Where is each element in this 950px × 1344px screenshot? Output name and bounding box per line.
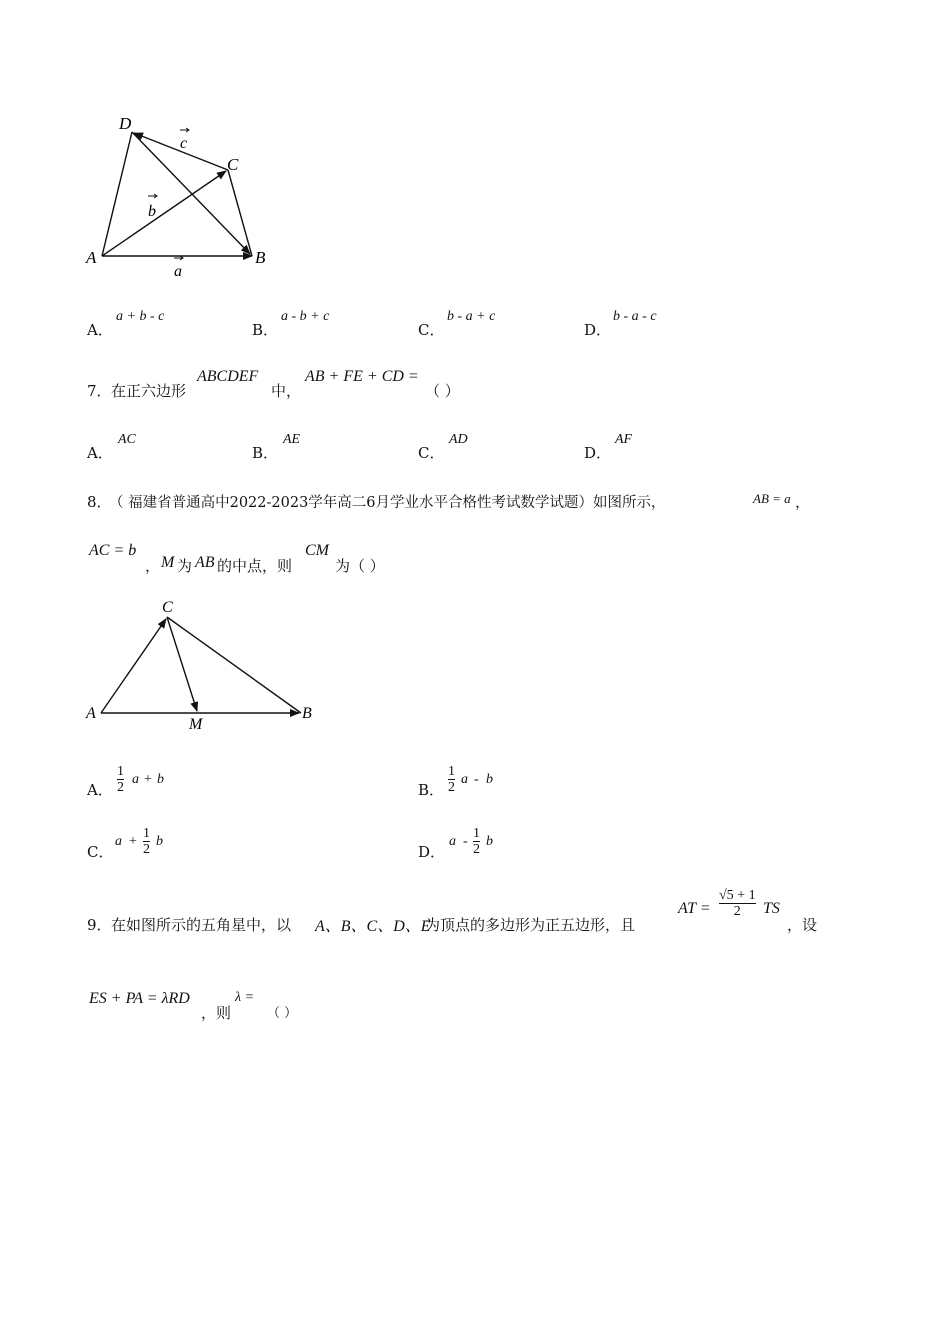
- fraction-numerator: √5 + 1: [719, 888, 756, 903]
- operator: +: [144, 772, 152, 787]
- operator: -: [463, 834, 468, 849]
- fraction: [448, 764, 455, 795]
- q7-option-c[interactable]: [418, 432, 468, 462]
- vector-term: a: [132, 772, 139, 787]
- label-D: D: [119, 114, 132, 133]
- fraction-denominator: 2: [473, 842, 480, 857]
- option-letter: D．: [584, 444, 612, 462]
- ab-equals-a: AB = a: [753, 491, 791, 506]
- question-text: 为（ ）: [335, 557, 385, 575]
- vector-b-AC: [102, 171, 226, 256]
- option-letter: C．: [87, 843, 114, 861]
- label-C: C: [227, 155, 239, 174]
- option-letter: C．: [418, 444, 445, 462]
- option-expr: AE: [283, 432, 301, 447]
- option-letter: A．: [87, 781, 113, 799]
- question-text: 为: [177, 557, 193, 575]
- question-8: [87, 488, 887, 578]
- vector-at-expr: AT =: [678, 900, 711, 917]
- option-expr: a - b + c: [281, 309, 330, 324]
- q6-option-d[interactable]: [584, 309, 657, 339]
- option-expr: AD: [449, 432, 468, 447]
- vector-term: b: [486, 772, 493, 787]
- vector-DB: [132, 132, 250, 254]
- vector-ts: TS: [763, 900, 780, 917]
- fraction: [143, 826, 150, 857]
- option-letter: B．: [252, 321, 279, 339]
- question-text: 在如图所示的五角星中，以: [111, 916, 292, 934]
- fraction-numerator: 1: [117, 764, 124, 779]
- label-C: C: [162, 599, 173, 616]
- lambda-expr: λ =: [235, 990, 255, 1005]
- vector-term: a: [115, 834, 122, 849]
- question-text: ，则: [201, 1004, 232, 1022]
- question-number: 8．: [87, 493, 112, 511]
- label-vec-b: b: [148, 203, 156, 220]
- fraction-denominator: 2: [143, 842, 150, 857]
- option-expr: AC: [118, 432, 136, 447]
- figure-triangle: [80, 592, 330, 737]
- option-expr: AF: [615, 432, 633, 447]
- label-vec-a: a: [174, 263, 182, 280]
- fraction-denominator: 2: [719, 903, 756, 919]
- option-letter: C．: [418, 321, 445, 339]
- golden-fraction: [719, 888, 756, 919]
- fraction: [473, 826, 480, 857]
- vector-equation: ES + PA = λRD: [89, 990, 190, 1007]
- label-A: A: [86, 248, 97, 267]
- vector-sum-expr: AB + FE + CD =: [305, 368, 419, 385]
- option-expr: a + b - c: [116, 309, 165, 324]
- option-expr: b - a + c: [447, 309, 496, 324]
- vector-term: b: [486, 834, 493, 849]
- q7-option-a[interactable]: [87, 432, 136, 462]
- question-text: 的中点，则: [217, 557, 293, 575]
- fraction-numerator: 1: [473, 826, 480, 841]
- vector-term: b: [157, 772, 164, 787]
- option-expr: b - a - c: [613, 309, 657, 324]
- label-B: B: [255, 248, 266, 267]
- option-letter: A．: [87, 444, 113, 462]
- ac-equals-b: AC = b: [89, 542, 137, 559]
- figure-quadrilateral: [80, 110, 290, 285]
- vector-AC: [101, 619, 166, 713]
- vector-term: a: [461, 772, 468, 787]
- question-text: 为顶点的多边形为正五边形，且: [425, 916, 636, 934]
- fraction-numerator: 1: [448, 764, 455, 779]
- label-vec-c: c: [180, 135, 188, 152]
- fraction-denominator: 2: [117, 780, 124, 795]
- segment-AD: [102, 132, 132, 256]
- fraction-denominator: 2: [448, 780, 455, 795]
- question-text: 在正六边形: [111, 382, 187, 400]
- segment-ab: AB: [195, 554, 215, 571]
- arrow-over-c: [180, 128, 189, 132]
- q7-option-d[interactable]: [584, 432, 633, 462]
- question-text: 中，: [271, 382, 302, 400]
- question-number: 7．: [87, 382, 112, 400]
- question-text: ，设: [787, 916, 818, 934]
- label-A: A: [86, 705, 96, 722]
- option-letter: B．: [252, 444, 279, 462]
- question-7: [87, 368, 887, 398]
- operator: +: [129, 834, 137, 849]
- q7-option-b[interactable]: [252, 432, 301, 462]
- midpoint-label: M: [161, 554, 175, 571]
- option-letter: D．: [584, 321, 612, 339]
- answer-paren: （ ）: [267, 1006, 298, 1021]
- q6-option-b[interactable]: [252, 309, 330, 339]
- question-text: ，: [145, 557, 161, 575]
- q6-option-a[interactable]: [87, 309, 165, 339]
- vector-cm: CM: [305, 542, 329, 559]
- option-letter: D．: [418, 843, 446, 861]
- fraction: [117, 764, 124, 795]
- operator: -: [474, 772, 479, 787]
- vector-term: a: [449, 834, 456, 849]
- label-M: M: [189, 716, 203, 733]
- question-source: （ 福建省普通高中2022-2023学年高二6月学业水平合格性考试数学试题）如图所示，: [109, 495, 666, 511]
- question-text: ，: [795, 493, 811, 511]
- hexagon-name: ABCDEF: [197, 368, 259, 385]
- pentagon-vertices: A、B、C、D、E: [315, 918, 431, 935]
- option-letter: A．: [87, 321, 113, 339]
- label-B: B: [302, 705, 312, 722]
- vector-term: b: [156, 834, 163, 849]
- option-letter: B．: [418, 781, 445, 799]
- question-9: [87, 880, 887, 1030]
- question-number: 9．: [87, 916, 112, 934]
- q6-option-c[interactable]: [418, 309, 496, 339]
- segment-CB: [167, 617, 301, 713]
- vector-CM: [167, 617, 197, 711]
- arrow-over-b: [148, 194, 157, 198]
- fraction-numerator: 1: [143, 826, 150, 841]
- answer-paren: （ ）: [425, 382, 460, 400]
